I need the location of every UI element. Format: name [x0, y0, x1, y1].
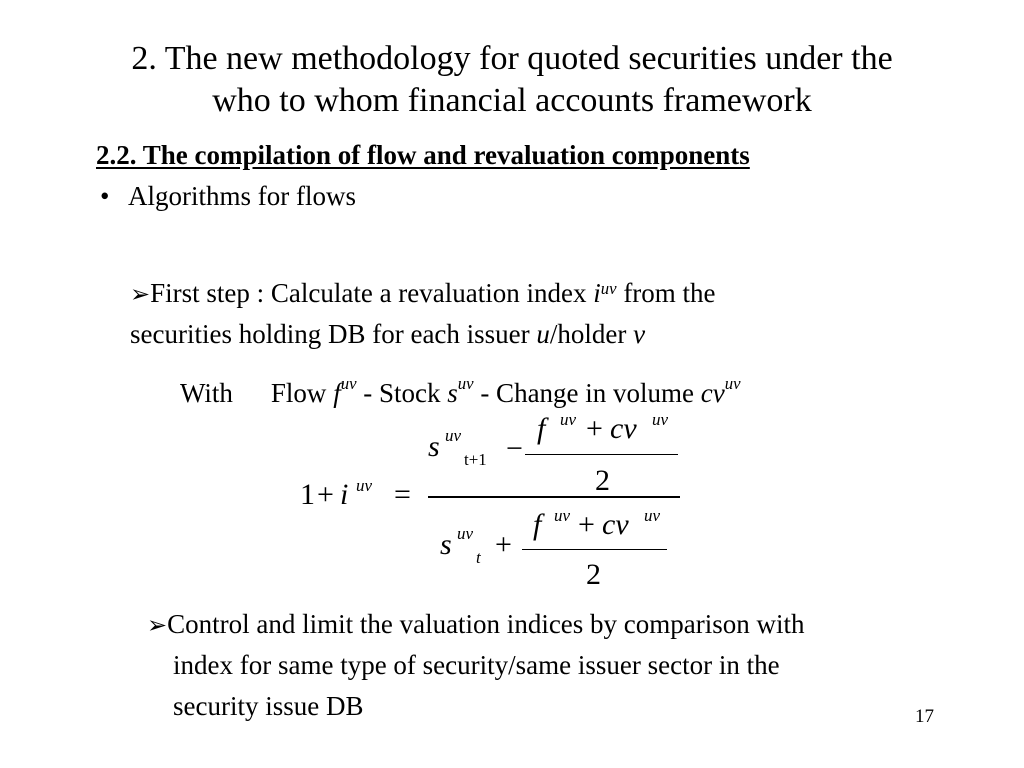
eq-den-flow-sup: uv	[554, 506, 571, 525]
volume-superscript: uv	[724, 374, 741, 393]
page-number: 17	[915, 706, 934, 727]
eq-num-stock-sup: uv	[445, 426, 462, 445]
control-text-1: Control and limit the valuation indices by comparison with	[167, 609, 805, 639]
eq-den-stock-sub: t	[476, 548, 481, 567]
bullet-text: Algorithms for flows	[128, 181, 356, 211]
first-step-text-b: from the	[616, 278, 716, 308]
index-superscript: uv	[600, 279, 617, 298]
control-line-2: index for same type of security/same issuer sector in the	[173, 650, 780, 680]
stock-superscript: uv	[457, 374, 474, 393]
stock-variable: s	[447, 378, 458, 408]
flow-label: Flow	[270, 378, 334, 408]
first-step-text-c: securities holding DB for each issuer	[130, 319, 537, 349]
eq-num-plus: +	[586, 412, 603, 445]
revaluation-equation	[300, 410, 700, 600]
volume-variable: cv	[700, 378, 725, 408]
eq-den-volume: cv	[602, 508, 629, 541]
with-label: With	[180, 378, 233, 408]
slide-title-line-1: 2. The new methodology for quoted securities under the	[131, 40, 893, 77]
section-subtitle: 2.2. The compilation of flow and revaluation components	[96, 140, 750, 170]
eq-num-stock: s	[428, 430, 440, 463]
holder-variable: v	[633, 319, 646, 349]
eq-den-plus-2: +	[578, 508, 595, 541]
eq-num-minus: −	[506, 432, 523, 465]
first-step-line-2	[130, 317, 645, 351]
eq-num-flow-sup: uv	[560, 410, 577, 429]
eq-num-flow: f	[537, 412, 546, 445]
volume-label: - Change in volume	[473, 378, 701, 408]
stock-label: - Stock	[356, 378, 448, 408]
eq-equals: =	[394, 478, 411, 511]
eq-num-volume-sup: uv	[652, 410, 669, 429]
first-step-text-d: /holder	[549, 319, 634, 349]
flow-variable: f	[333, 378, 341, 408]
issuer-variable: u	[536, 319, 550, 349]
arrow-bullet-icon: ➢	[130, 282, 151, 308]
eq-main-fraction-bar	[428, 496, 680, 498]
slide-title-line-2: who to whom financial accounts framework	[212, 82, 812, 119]
eq-den-denominator: 2	[586, 558, 601, 591]
control-line-3: security issue DB	[173, 691, 364, 721]
eq-den-plus: +	[495, 528, 512, 561]
eq-lhs-plus: +	[317, 478, 334, 511]
eq-den-stock: s	[440, 528, 452, 561]
flow-superscript: uv	[340, 374, 357, 393]
slide-title	[0, 38, 1024, 122]
eq-lhs-one: 1	[300, 478, 315, 511]
eq-num-denominator: 2	[595, 464, 610, 497]
eq-den-inner-bar	[522, 549, 667, 550]
definitions-line	[180, 374, 741, 409]
eq-num-volume: cv	[610, 412, 637, 445]
eq-num-stock-sub: t+1	[464, 450, 487, 469]
first-step-text-a: First step : Calculate a revaluation index	[150, 278, 594, 308]
control-line-1	[147, 604, 805, 646]
eq-den-flow: f	[533, 508, 542, 541]
bullet-algorithms	[100, 181, 356, 212]
eq-lhs-sup: uv	[356, 476, 373, 495]
index-variable: i	[593, 278, 601, 308]
first-step-line-1	[130, 276, 716, 312]
arrow-bullet-icon: ➢	[147, 613, 168, 639]
bullet-marker: •	[100, 181, 110, 211]
eq-den-stock-sup: uv	[457, 524, 474, 543]
eq-lhs-index: i	[340, 478, 349, 511]
eq-den-volume-sup: uv	[644, 506, 661, 525]
eq-num-inner-bar	[525, 454, 678, 455]
